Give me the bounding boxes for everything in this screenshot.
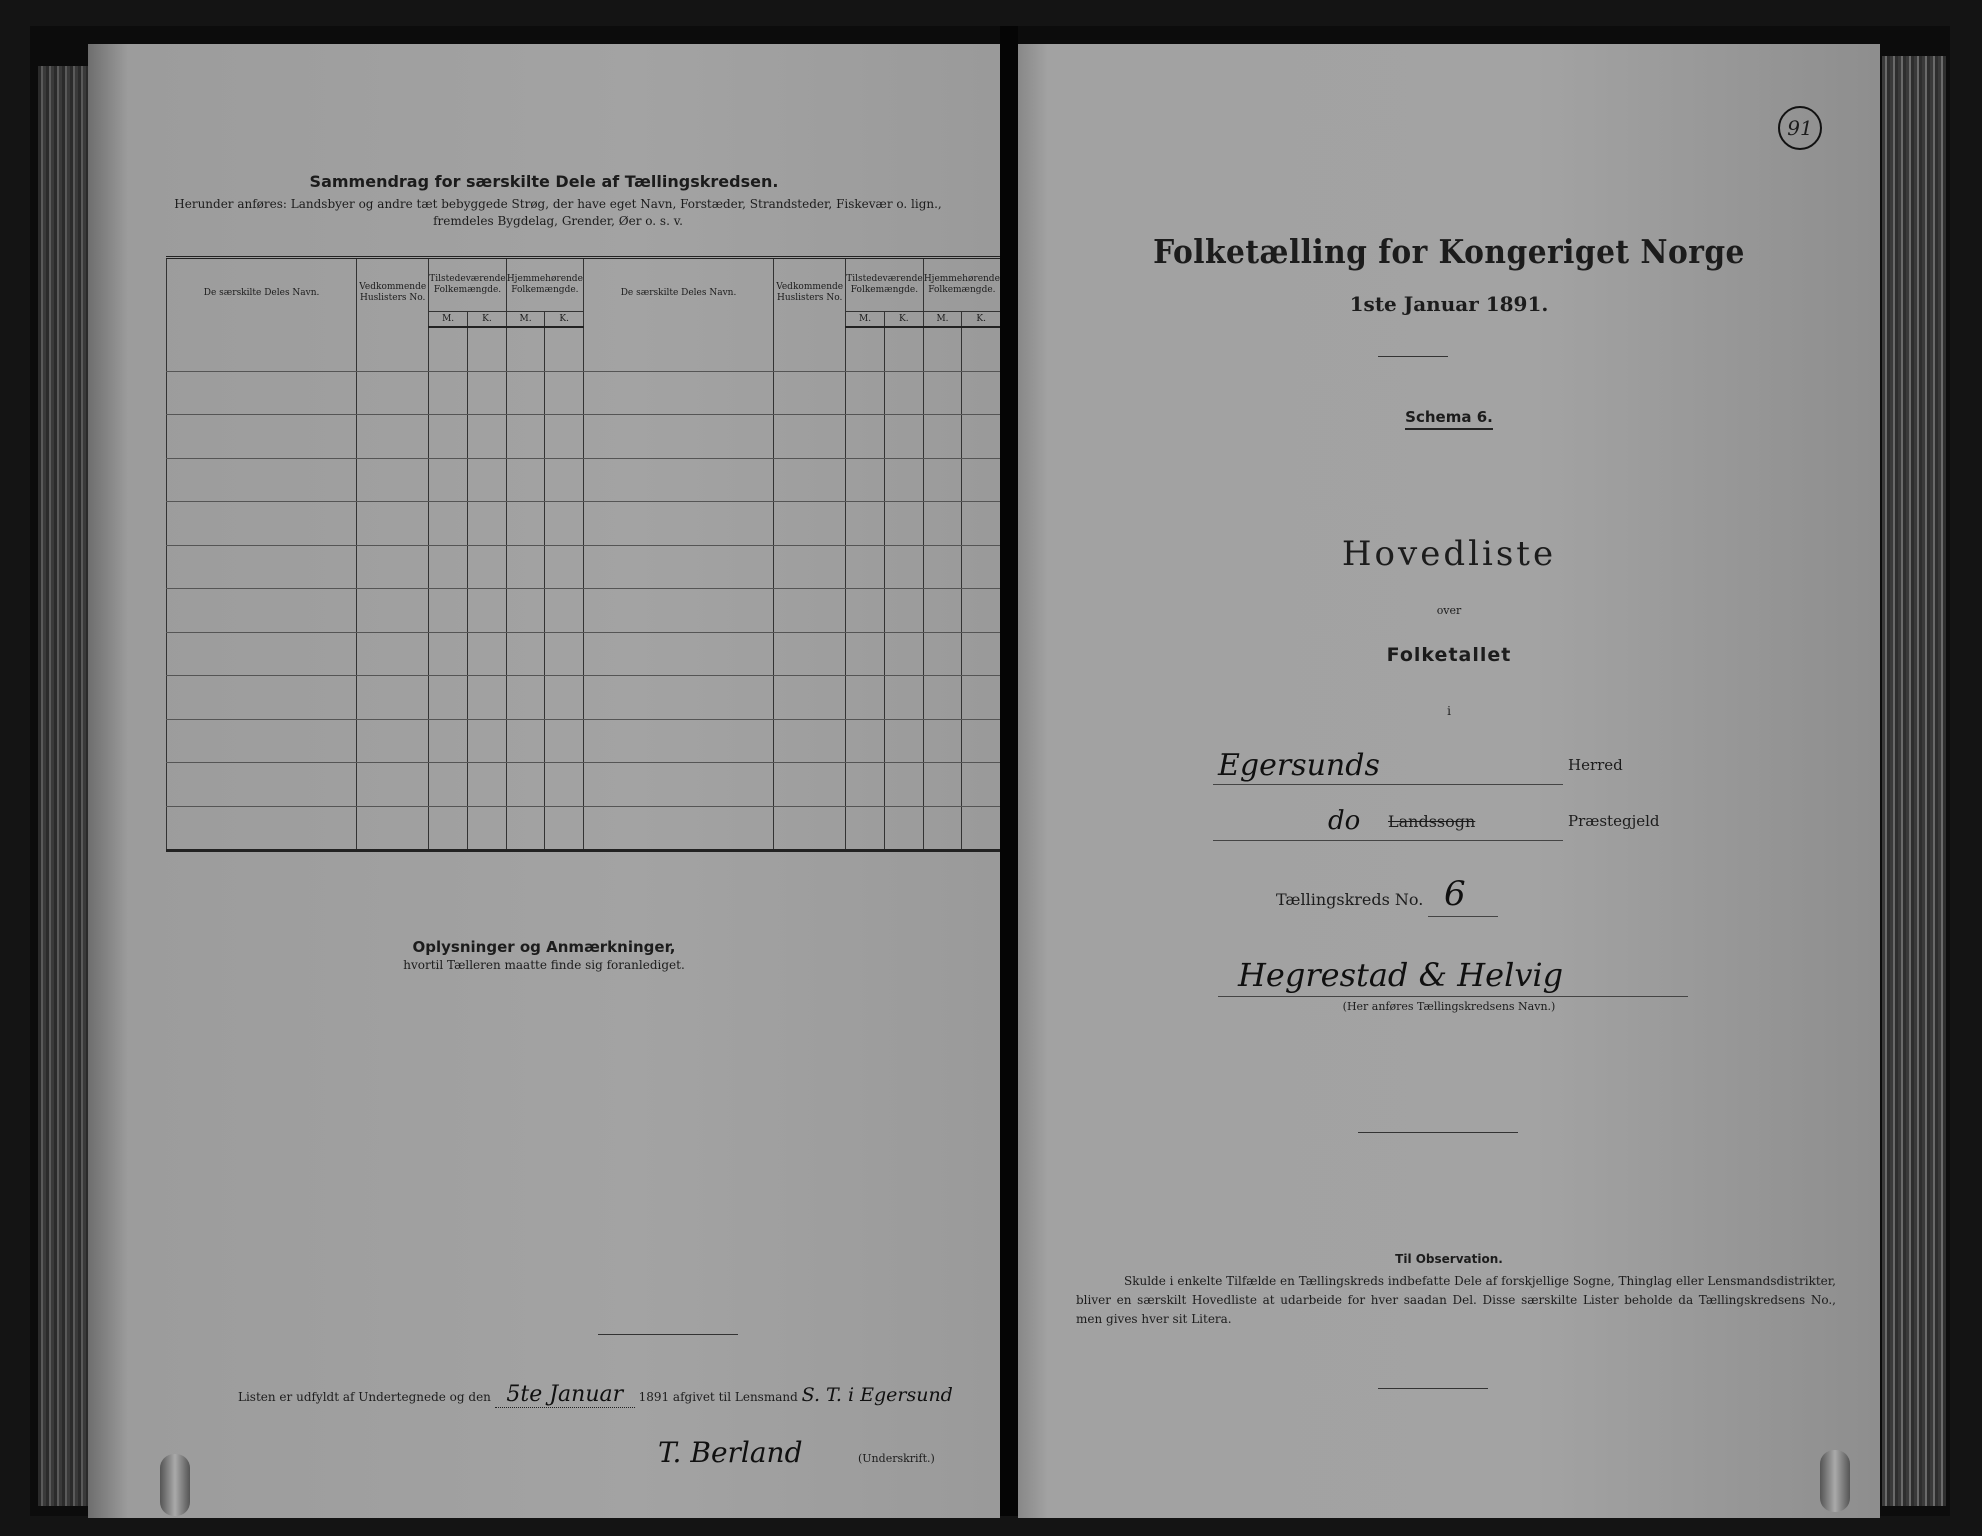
table-cell — [884, 458, 923, 502]
census-title: Folketælling for Kongeriget Norge — [1153, 232, 1745, 271]
summary-table — [166, 256, 1000, 852]
table-cell — [357, 719, 429, 763]
table-cell — [962, 763, 1000, 807]
table-cell — [923, 415, 962, 459]
table-cell — [167, 589, 357, 633]
table-cell — [923, 589, 962, 633]
table-cell — [468, 589, 507, 633]
table-cell — [357, 545, 429, 589]
table-cell — [846, 502, 885, 546]
table-cell — [884, 415, 923, 459]
table-cell — [884, 763, 923, 807]
table-cell — [583, 763, 773, 807]
table-cell — [429, 415, 468, 459]
header-hjemme-1: Hjemmehørende Folkemængde. — [506, 258, 583, 312]
header-k: K. — [884, 312, 923, 328]
praestegjeld-struck: Landssogn — [1388, 812, 1476, 831]
header-m: M. — [506, 312, 545, 328]
table-cell — [774, 415, 846, 459]
table-row — [167, 719, 1001, 763]
table-cell — [545, 502, 584, 546]
table-cell — [167, 676, 357, 720]
table-cell — [506, 589, 545, 633]
table-row — [167, 371, 1001, 415]
table-cell — [962, 458, 1000, 502]
table-cell — [583, 676, 773, 720]
table-cell — [506, 458, 545, 502]
table-cell — [357, 327, 429, 371]
table-cell — [468, 371, 507, 415]
table-cell — [846, 589, 885, 633]
table-cell — [429, 589, 468, 633]
table-cell — [506, 719, 545, 763]
table-cell — [962, 719, 1000, 763]
table-cell — [583, 371, 773, 415]
herred-line — [1213, 784, 1563, 785]
divider — [598, 1334, 738, 1335]
table-cell — [429, 545, 468, 589]
table-cell — [884, 632, 923, 676]
table-cell — [884, 719, 923, 763]
table-cell — [962, 415, 1000, 459]
right-page — [1018, 44, 1880, 1518]
table-cell — [167, 545, 357, 589]
table-cell — [923, 763, 962, 807]
table-cell — [583, 632, 773, 676]
header-huslister-2: Vedkommende Huslisters No. — [774, 258, 846, 328]
table-row — [167, 327, 1001, 371]
header-m: M. — [429, 312, 468, 328]
header-tilstede-1: Tilstedeværende Folkemængde. — [429, 258, 507, 312]
table-cell — [468, 632, 507, 676]
table-cell — [884, 502, 923, 546]
table-cell — [846, 545, 885, 589]
over-label: over — [1436, 604, 1462, 617]
divider — [1378, 356, 1448, 357]
table-cell — [167, 371, 357, 415]
table-cell — [923, 371, 962, 415]
table-cell — [962, 502, 1000, 546]
table-cell — [167, 415, 357, 459]
table-cell — [774, 763, 846, 807]
table-cell — [962, 806, 1000, 851]
table-cell — [884, 371, 923, 415]
table-cell — [545, 458, 584, 502]
table-cell — [962, 676, 1000, 720]
table-cell — [167, 502, 357, 546]
table-cell — [583, 458, 773, 502]
table-cell — [846, 676, 885, 720]
divider — [1378, 1388, 1488, 1389]
table-cell — [167, 632, 357, 676]
table-cell — [429, 719, 468, 763]
table-cell — [923, 719, 962, 763]
table-cell — [774, 545, 846, 589]
table-cell — [774, 719, 846, 763]
table-cell — [923, 676, 962, 720]
krets-number-handwritten: 6 — [1444, 874, 1466, 914]
table-cell — [506, 545, 545, 589]
praestegjeld-handwritten: do — [1328, 806, 1361, 836]
table-cell — [583, 545, 773, 589]
table-cell — [167, 327, 357, 371]
table-cell — [884, 545, 923, 589]
krets-name-handwritten: Hegrestad & Helvig — [1238, 956, 1564, 994]
oplysninger-subtitle: hvortil Tælleren maatte finde sig foranlediget. — [403, 958, 685, 972]
folketallet-heading: Folketallet — [1386, 644, 1512, 666]
table-cell — [962, 327, 1000, 371]
table-cell — [429, 327, 468, 371]
table-cell — [583, 502, 773, 546]
summary-subtitle-line1: Herunder anføres: Landsbyer og andre tæt bebyggede Strøg, der have eget Navn, Forstæder, Strandsteder, Fiskevær o. lign., — [174, 197, 942, 211]
table-cell — [357, 415, 429, 459]
table-cell — [357, 632, 429, 676]
table-cell — [357, 676, 429, 720]
table-cell — [468, 676, 507, 720]
table-row — [167, 415, 1001, 459]
table-cell — [506, 371, 545, 415]
table-cell — [429, 806, 468, 851]
table-cell — [506, 763, 545, 807]
table-cell — [962, 545, 1000, 589]
table-cell — [583, 589, 773, 633]
table-cell — [884, 676, 923, 720]
table-row — [167, 806, 1001, 851]
book-clasp-right — [1820, 1450, 1850, 1512]
table-cell — [429, 763, 468, 807]
table-cell — [923, 545, 962, 589]
table-cell — [923, 632, 962, 676]
table-cell — [545, 719, 584, 763]
table-cell — [429, 632, 468, 676]
table-row — [167, 502, 1001, 546]
header-k: K. — [468, 312, 507, 328]
table-cell — [923, 327, 962, 371]
table-cell — [506, 415, 545, 459]
table-cell — [468, 502, 507, 546]
header-huslister-1: Vedkommende Huslisters No. — [357, 258, 429, 328]
table-cell — [583, 719, 773, 763]
table-cell — [357, 589, 429, 633]
table-cell — [846, 415, 885, 459]
table-cell — [774, 371, 846, 415]
listen-lensmand-handwritten: S. T. i Egersund — [801, 1384, 953, 1406]
praestegjeld-line — [1213, 840, 1563, 841]
table-cell — [545, 632, 584, 676]
header-k: K. — [962, 312, 1000, 328]
table-cell — [774, 589, 846, 633]
observation-text: Skulde i enkelte Tilfælde en Tællingskreds indbefatte Dele af forskjellige Sogne, Thinglag eller Lensmandsdistrikter, bliver en særskilt Hovedliste at udarbeide for hver saadan Del. Disse særskilte Lister beholde da Tællingskredsens No., men gives hver sit Litera. — [1076, 1274, 1836, 1326]
table-cell — [167, 763, 357, 807]
table-cell — [506, 327, 545, 371]
table-cell — [923, 806, 962, 851]
table-cell — [468, 415, 507, 459]
table-cell — [429, 371, 468, 415]
summary-subtitle-line2: fremdeles Bygdelag, Grender, Øer o. s. v. — [433, 214, 683, 228]
header-name-1: De særskilte Deles Navn. — [167, 258, 357, 328]
book-gutter — [1000, 26, 1018, 1516]
krets-line — [1428, 916, 1498, 917]
table-cell — [884, 806, 923, 851]
table-cell — [846, 327, 885, 371]
header-hjemme-2: Hjemmehørende Folkemængde. — [923, 258, 1000, 312]
krets-name-line — [1218, 996, 1688, 997]
table-cell — [545, 763, 584, 807]
table-cell — [923, 458, 962, 502]
header-tilstede-2: Tilstedeværende Folkemængde. — [846, 258, 924, 312]
table-cell — [429, 458, 468, 502]
listen-date-handwritten: 5te Januar — [495, 1382, 635, 1408]
table-cell — [962, 589, 1000, 633]
table-cell — [846, 763, 885, 807]
table-cell — [583, 806, 773, 851]
table-cell — [357, 806, 429, 851]
table-row — [167, 763, 1001, 807]
table-cell — [468, 763, 507, 807]
table-cell — [357, 763, 429, 807]
table-cell — [774, 327, 846, 371]
listen-year: 1891 afgivet til Lensmand — [638, 1390, 798, 1404]
table-cell — [583, 415, 773, 459]
herred-handwritten: Egersunds — [1218, 748, 1380, 783]
open-book — [30, 26, 1950, 1516]
table-cell — [846, 632, 885, 676]
table-cell — [545, 806, 584, 851]
table-cell — [774, 458, 846, 502]
book-clasp-left — [160, 1454, 190, 1516]
table-cell — [583, 327, 773, 371]
table-cell — [846, 371, 885, 415]
table-cell — [846, 458, 885, 502]
table-cell — [357, 371, 429, 415]
table-cell — [774, 676, 846, 720]
table-cell — [545, 589, 584, 633]
hovedliste-heading: Hovedliste — [1341, 534, 1557, 574]
table-row — [167, 676, 1001, 720]
divider — [1358, 1132, 1518, 1133]
table-row — [167, 589, 1001, 633]
table-cell — [468, 806, 507, 851]
underskrift-label: (Underskrift.) — [858, 1452, 935, 1465]
table-cell — [468, 327, 507, 371]
herred-label: Herred — [1568, 756, 1623, 774]
table-cell — [167, 719, 357, 763]
table-cell — [468, 545, 507, 589]
schema-label — [1018, 408, 1880, 426]
table-cell — [468, 719, 507, 763]
summary-table-body — [167, 327, 1001, 851]
table-cell — [545, 545, 584, 589]
schema-text: Schema 6. — [1405, 408, 1493, 430]
header-m: M. — [846, 312, 885, 328]
table-row — [167, 545, 1001, 589]
table-cell — [167, 458, 357, 502]
left-page — [88, 44, 1000, 1518]
signature-handwritten: T. Berland — [658, 1436, 803, 1469]
table-cell — [545, 415, 584, 459]
listen-line — [238, 1382, 953, 1408]
table-cell — [884, 327, 923, 371]
header-m: M. — [923, 312, 962, 328]
listen-prefix: Listen er udfyldt af Undertegnede og den — [238, 1390, 491, 1404]
header-name-2: De særskilte Deles Navn. — [583, 258, 773, 328]
header-k: K. — [545, 312, 584, 328]
table-cell — [468, 458, 507, 502]
table-cell — [923, 502, 962, 546]
table-cell — [429, 502, 468, 546]
table-cell — [774, 806, 846, 851]
table-cell — [545, 371, 584, 415]
table-cell — [846, 719, 885, 763]
anfores-note: (Her anføres Tællingskredsens Navn.) — [1342, 1000, 1556, 1013]
table-cell — [506, 632, 545, 676]
table-cell — [962, 371, 1000, 415]
table-cell — [884, 589, 923, 633]
table-cell — [357, 458, 429, 502]
table-row — [167, 458, 1001, 502]
table-cell — [962, 632, 1000, 676]
table-cell — [774, 502, 846, 546]
table-cell — [429, 676, 468, 720]
page-number-handwritten: 91 — [1778, 106, 1822, 150]
table-row — [167, 632, 1001, 676]
summary-subtitle — [118, 196, 998, 230]
i-label: i — [1447, 704, 1451, 718]
praestegjeld-label: Præstegjeld — [1568, 812, 1660, 830]
observation-title: Til Observation. — [1395, 1252, 1503, 1266]
census-date: 1ste Januar 1891. — [1349, 292, 1549, 316]
table-cell — [506, 676, 545, 720]
table-cell — [545, 676, 584, 720]
table-cell — [167, 806, 357, 851]
table-cell — [506, 502, 545, 546]
left-page-edges — [38, 66, 90, 1506]
oplysninger-title: Oplysninger og Anmærkninger, — [412, 938, 676, 956]
table-cell — [545, 327, 584, 371]
summary-title: Sammendrag for særskilte Dele af Tællingskredsen. — [309, 172, 779, 191]
table-cell — [506, 806, 545, 851]
krets-label: Tællingskreds No. — [1276, 890, 1424, 909]
table-cell — [357, 502, 429, 546]
table-cell — [774, 632, 846, 676]
right-page-edges — [1882, 56, 1946, 1506]
table-cell — [846, 806, 885, 851]
